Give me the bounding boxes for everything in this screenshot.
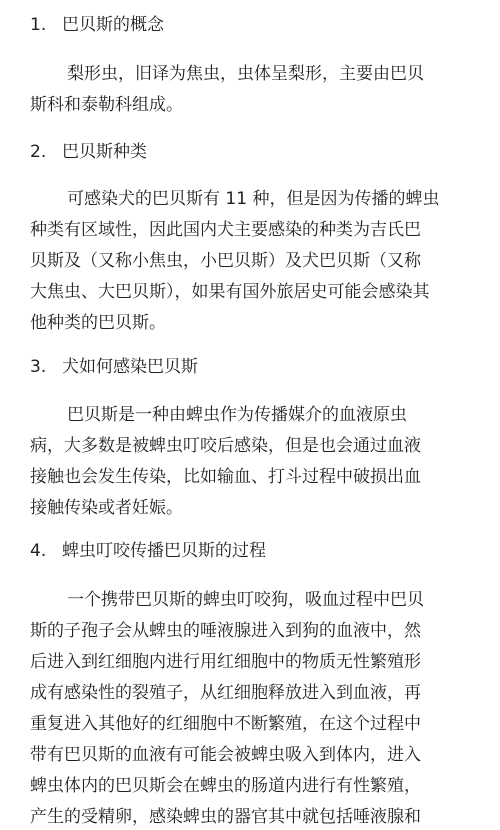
paragraph-line: 可感染犬的巴贝斯有 11 种，但是因为传播的蜱虫 bbox=[67, 189, 440, 209]
paragraph-line: 他种类的巴贝斯。 bbox=[30, 313, 166, 333]
section-4-number: 4. bbox=[30, 541, 47, 561]
section-3-title: 犬如何感染巴贝斯 bbox=[62, 357, 198, 377]
paragraph-line: 斯科和泰勒科组成。 bbox=[30, 95, 183, 115]
paragraph-line: 带有巴贝斯的血液有可能会被蜱虫吸入到体内，进入 bbox=[30, 745, 421, 765]
paragraph-line: 蜱虫体内的巴贝斯会在蜱虫的肠道内进行有性繁殖， bbox=[30, 776, 421, 796]
paragraph-line: 种类有区域性，因此国内犬主要感染的种类为吉氏巴 bbox=[30, 220, 421, 240]
paragraph-line: 大焦虫、大巴贝斯），如果有国外旅居史可能会感染其 bbox=[30, 282, 430, 302]
paragraph-line: 接触传染或者妊娠。 bbox=[30, 498, 183, 518]
section-1-number: 1. bbox=[30, 15, 47, 35]
paragraph-line: 巴贝斯是一种由蜱虫作为传播媒介的血液原虫 bbox=[67, 405, 407, 425]
section-1-title: 巴贝斯的概念 bbox=[62, 15, 164, 35]
section-4-heading bbox=[30, 540, 266, 562]
section-4-title: 蜱虫叮咬传播巴贝斯的过程 bbox=[62, 541, 266, 561]
paragraph-line: 梨形虫，旧译为焦虫，虫体呈梨形，主要由巴贝 bbox=[67, 64, 424, 84]
section-2-paragraph bbox=[30, 184, 476, 339]
paragraph-line: 贝斯及（又称小焦虫，小巴贝斯）及犬巴贝斯（又称 bbox=[30, 251, 421, 271]
section-1-heading bbox=[30, 14, 164, 36]
paragraph-line: 后进入到红细胞内进行用红细胞中的物质无性繁殖形 bbox=[30, 652, 421, 672]
section-1-paragraph bbox=[30, 59, 476, 121]
paragraph-line: 病，大多数是被蜱虫叮咬后感染，但是也会通过血液 bbox=[30, 436, 421, 456]
section-2-heading bbox=[30, 141, 147, 163]
paragraph-line: 成有感染性的裂殖子，从红细胞释放进入到血液，再 bbox=[30, 683, 421, 703]
section-3-paragraph bbox=[30, 400, 476, 524]
paragraph-line: 斯的子孢子会从蜱虫的唾液腺进入到狗的血液中，然 bbox=[30, 621, 421, 641]
section-3-number: 3. bbox=[30, 357, 47, 377]
paragraph-line: 一个携带巴贝斯的蜱虫叮咬狗，吸血过程中巴贝 bbox=[67, 590, 424, 610]
paragraph-line: 接触也会发生传染，比如输血、打斗过程中破损出血 bbox=[30, 467, 421, 487]
section-2-title: 巴贝斯种类 bbox=[62, 142, 147, 162]
section-2-number: 2. bbox=[30, 142, 47, 162]
paragraph-line: 产生的受精卵，感染蜱虫的器官其中就包括唾液腺和 bbox=[30, 807, 421, 827]
paragraph-line: 重复进入其他好的红细胞中不断繁殖，在这个过程中 bbox=[30, 714, 421, 734]
section-3-heading bbox=[30, 356, 198, 378]
section-4-paragraph bbox=[30, 585, 476, 830]
